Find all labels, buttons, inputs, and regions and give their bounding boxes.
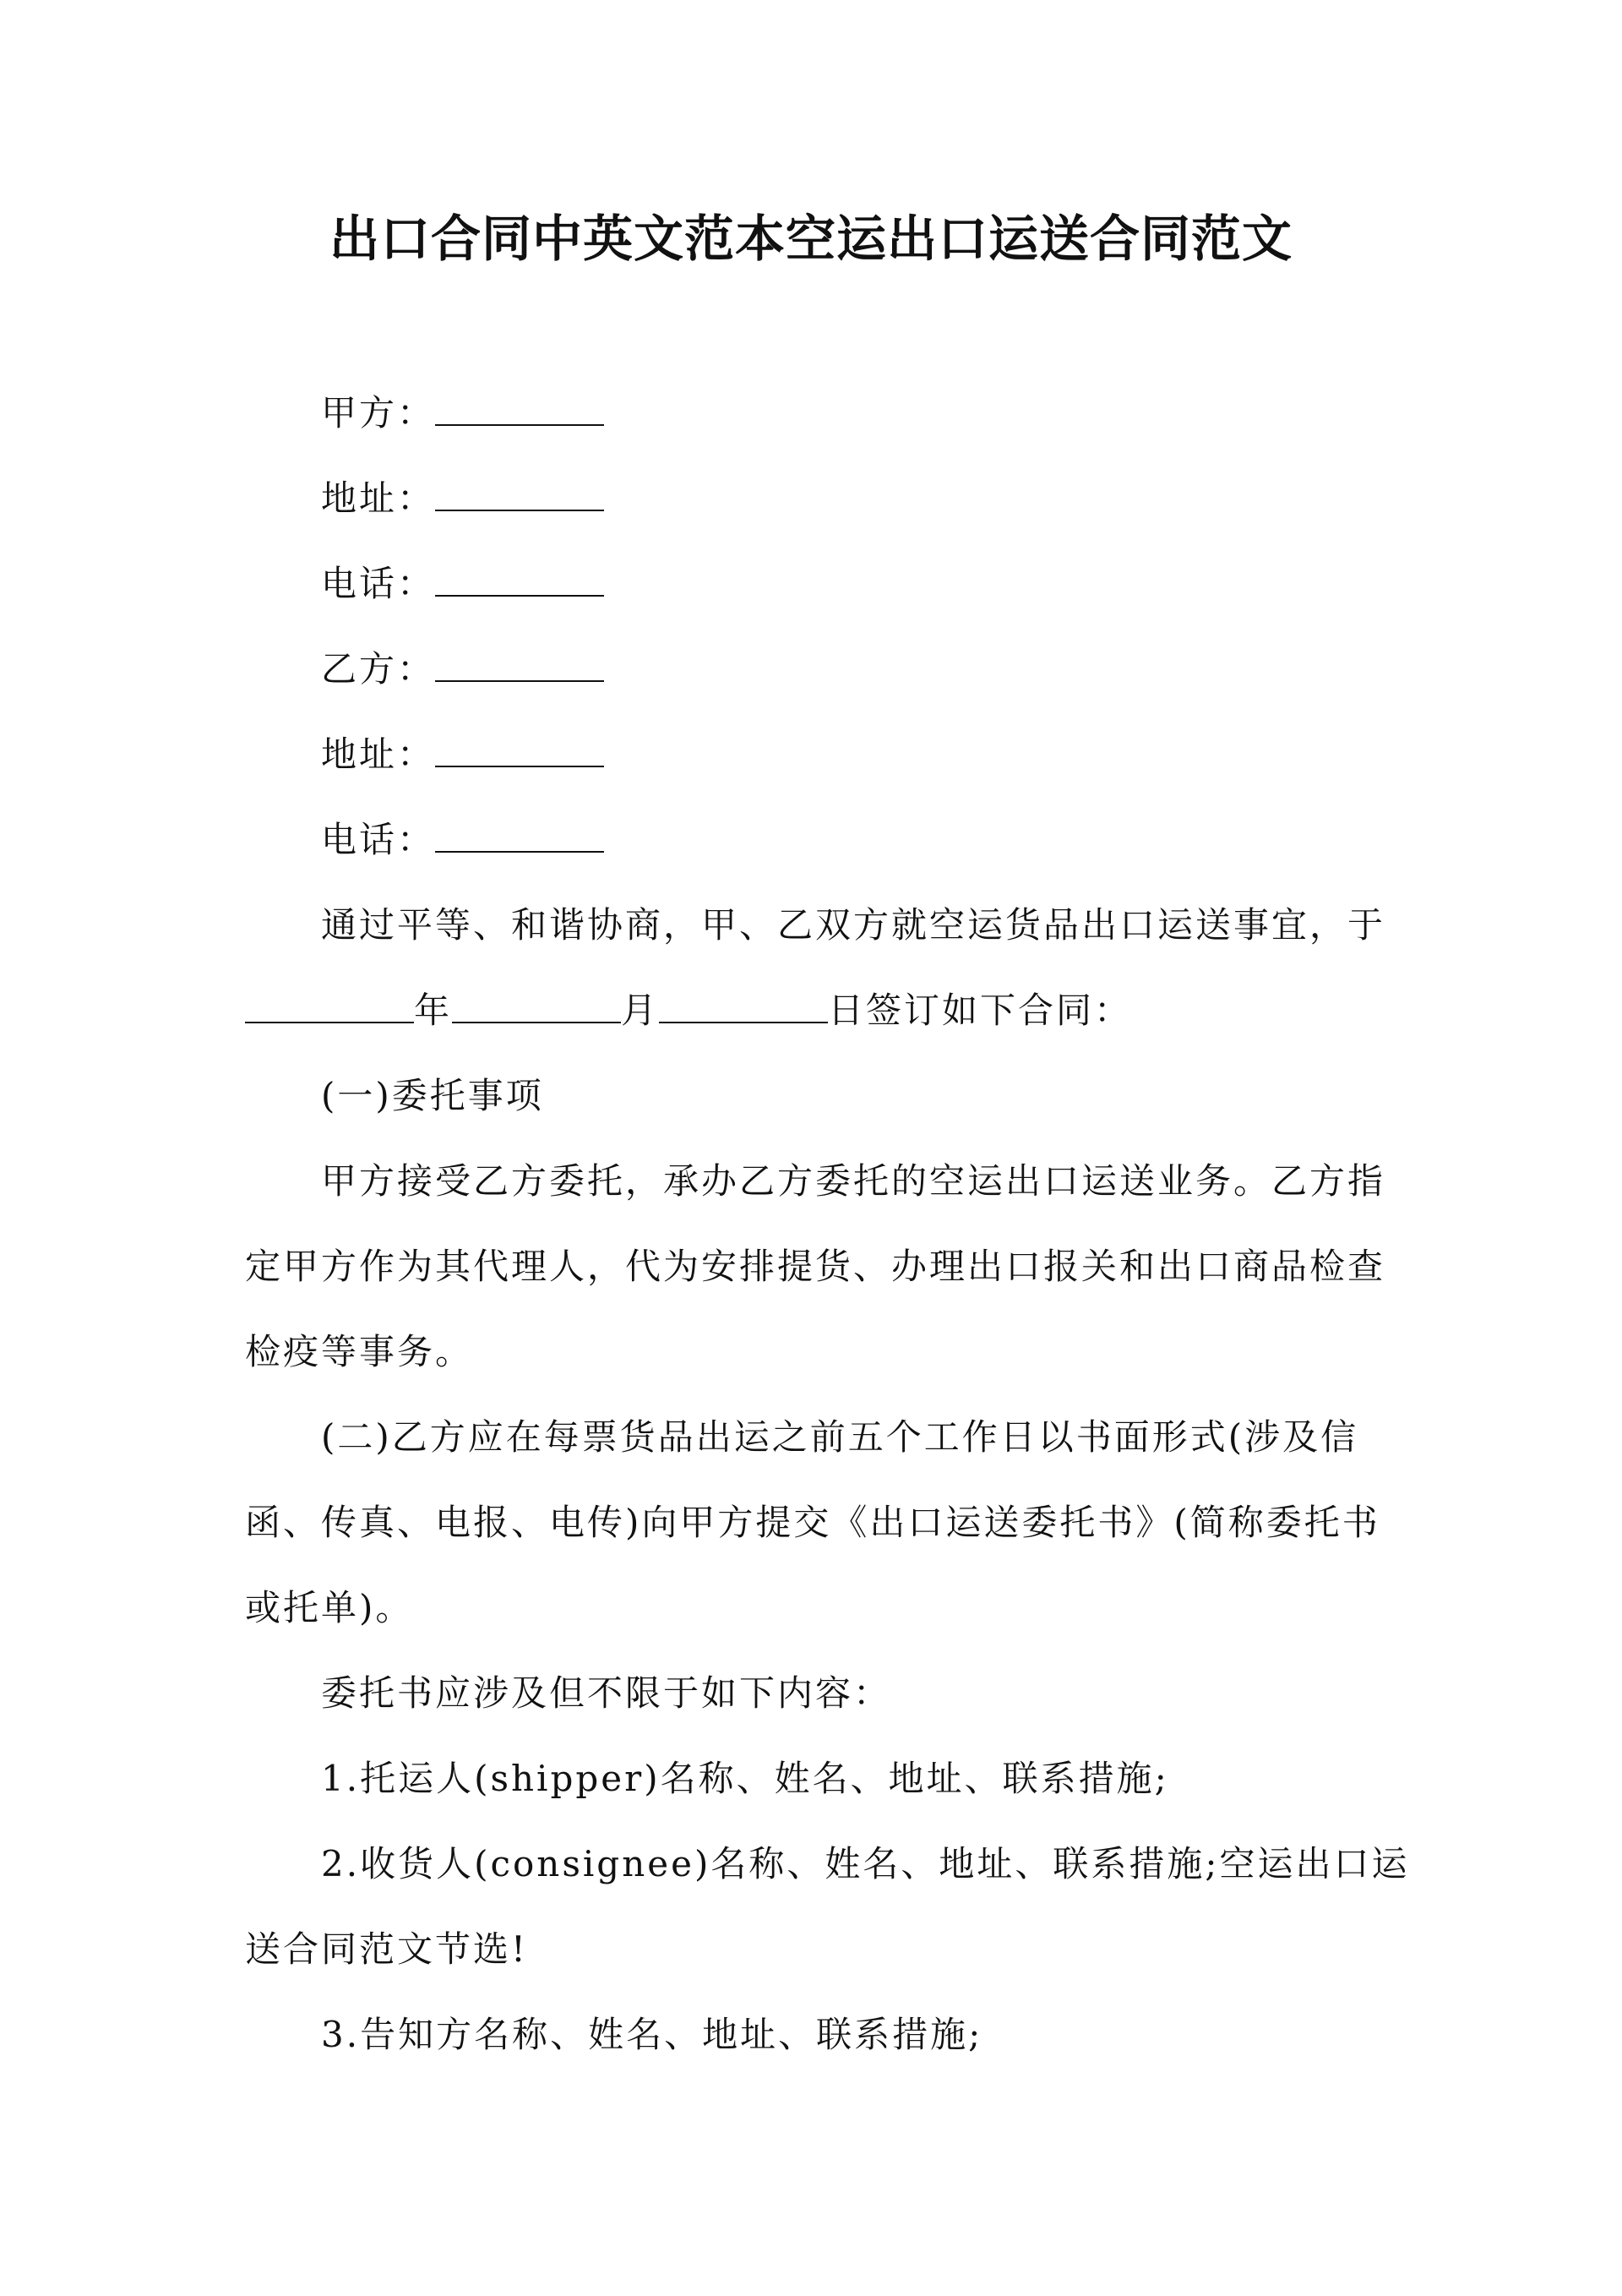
section1-line: 检疫等事务。 bbox=[245, 1331, 474, 1372]
party-b-blank[interactable] bbox=[435, 680, 604, 682]
party-b-phone-field bbox=[245, 797, 1377, 882]
section1-line: 甲方接受乙方委托，承办乙方委托的空运出口运送业务。乙方指 bbox=[321, 1160, 1386, 1202]
party-a-blank[interactable] bbox=[435, 424, 604, 426]
party-a-address-field bbox=[245, 455, 1377, 541]
document-title: 出口合同中英文范本空运出口运送合同范文 bbox=[329, 210, 1293, 268]
party-b-phone-blank[interactable] bbox=[435, 851, 604, 853]
list-item-3: 3.告知方名称、姓名、地址、联系措施; bbox=[321, 2014, 983, 2055]
day-suffix-label: 日签订如下合同： bbox=[828, 990, 1133, 1031]
party-a-phone-field bbox=[245, 541, 1377, 626]
intro-line: 通过平等、和谐协商，甲、乙双方就空运货品出口运送事宜，于 bbox=[321, 904, 1386, 946]
party-a-phone-label: 电话： bbox=[321, 563, 436, 604]
year-blank[interactable] bbox=[245, 1022, 414, 1023]
month-label: 月 bbox=[621, 990, 660, 1031]
party-b-phone-label: 电话： bbox=[321, 819, 436, 860]
document-body bbox=[245, 370, 1410, 2077]
party-a-address-blank[interactable] bbox=[435, 510, 604, 511]
party-b-address-label: 地址： bbox=[321, 734, 436, 775]
section1-heading: (一)委托事项 bbox=[321, 1075, 544, 1116]
list-item-2-line: 送合同范文节选! bbox=[245, 1928, 528, 1970]
list-intro: 委托书应涉及但不限于如下内容： bbox=[321, 1672, 892, 1714]
list-item-2-line: 2.收货人(consignee)名称、姓名、地址、联系措施;空运出口运 bbox=[321, 1843, 1410, 1884]
party-a-address-label: 地址： bbox=[321, 477, 436, 519]
party-b-label: 乙方： bbox=[321, 648, 436, 690]
section2-line: 函、传真、电报、电传)向甲方提交《出口运送委托书》(简称委托书 bbox=[245, 1502, 1380, 1543]
list-item-1: 1.托运人(shipper)名称、姓名、地址、联系措施; bbox=[321, 1758, 1169, 1799]
section1-line: 定甲方作为其代理人，代为安排提货、办理出口报关和出口商品检查 bbox=[245, 1246, 1386, 1287]
day-blank[interactable] bbox=[659, 1022, 828, 1023]
party-a-label: 甲方： bbox=[321, 392, 436, 434]
section2-line: 或托单)。 bbox=[245, 1587, 414, 1628]
section2-line: (二)乙方应在每票货品出运之前五个工作日以书面形式(涉及信 bbox=[321, 1416, 1359, 1458]
month-blank[interactable] bbox=[452, 1022, 621, 1023]
party-b-address-blank[interactable] bbox=[435, 766, 604, 767]
year-label: 年 bbox=[414, 990, 453, 1031]
party-a-field bbox=[245, 370, 1377, 455]
party-b-address-field bbox=[245, 712, 1377, 797]
party-a-phone-blank[interactable] bbox=[435, 595, 604, 597]
party-b-field bbox=[245, 626, 1377, 712]
signing-date-line bbox=[245, 968, 1377, 1053]
